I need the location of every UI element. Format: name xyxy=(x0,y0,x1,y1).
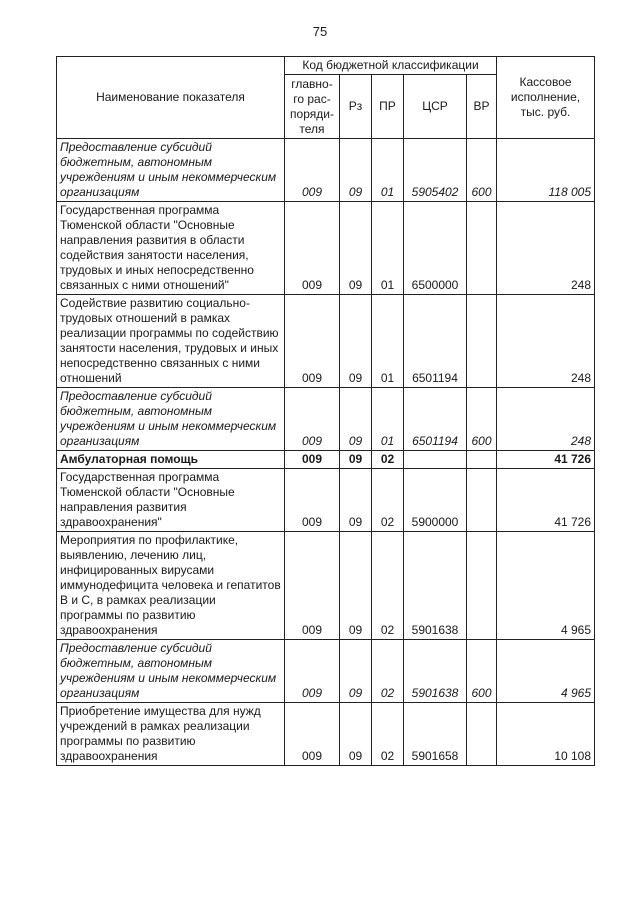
row-rz: 09 xyxy=(340,451,372,469)
row-glav: 009 xyxy=(285,295,340,388)
row-glav: 009 xyxy=(285,202,340,295)
row-csr: 5901638 xyxy=(404,640,467,703)
row-vr xyxy=(467,469,497,532)
row-pr: 01 xyxy=(372,295,404,388)
row-name: Предоставление субсидий бюджетным, автономным учреждениям и иным некоммерческим организациям xyxy=(57,139,285,202)
row-amount: 248 xyxy=(497,202,595,295)
row-vr xyxy=(467,295,497,388)
table-row xyxy=(57,139,595,202)
row-glav: 009 xyxy=(285,139,340,202)
row-csr: 5901658 xyxy=(404,703,467,766)
row-glav: 009 xyxy=(285,532,340,640)
header-amount: Кассовое исполнение, тыс. руб. xyxy=(497,57,595,139)
header-rz: Рз xyxy=(340,75,372,139)
row-csr: 6501194 xyxy=(404,295,467,388)
row-vr xyxy=(467,451,497,469)
row-csr: 5905402 xyxy=(404,139,467,202)
row-rz: 09 xyxy=(340,703,372,766)
row-vr: 600 xyxy=(467,640,497,703)
row-vr xyxy=(467,703,497,766)
row-amount: 41 726 xyxy=(497,469,595,532)
header-pr: ПР xyxy=(372,75,404,139)
row-pr: 01 xyxy=(372,202,404,295)
header-csr: ЦСР xyxy=(404,75,467,139)
table-row xyxy=(57,703,595,766)
row-name: Мероприятия по профилактике, выявлению, лечению лиц, инфицированных вирусами иммунодефицита человека и гепатитов В и С, в рамках реализации программы по развитию здравоохранения xyxy=(57,532,285,640)
row-rz: 09 xyxy=(340,532,372,640)
table-row xyxy=(57,451,595,469)
row-amount: 10 108 xyxy=(497,703,595,766)
table-row xyxy=(57,640,595,703)
row-vr: 600 xyxy=(467,139,497,202)
row-csr: 6501194 xyxy=(404,388,467,451)
row-amount: 41 726 xyxy=(497,451,595,469)
row-pr: 01 xyxy=(372,139,404,202)
row-csr xyxy=(404,451,467,469)
row-vr xyxy=(467,532,497,640)
table-row xyxy=(57,388,595,451)
row-pr: 02 xyxy=(372,703,404,766)
row-vr: 600 xyxy=(467,388,497,451)
table-row xyxy=(57,532,595,640)
row-pr: 02 xyxy=(372,451,404,469)
row-csr: 6500000 xyxy=(404,202,467,295)
row-vr xyxy=(467,202,497,295)
row-amount: 4 965 xyxy=(497,532,595,640)
header-name: Наименование показателя xyxy=(57,57,285,139)
row-name: Предоставление субсидий бюджетным, автономным учреждениям и иным некоммерческим организациям xyxy=(57,388,285,451)
table-row xyxy=(57,469,595,532)
row-glav: 009 xyxy=(285,640,340,703)
row-rz: 09 xyxy=(340,640,372,703)
page-number: 75 xyxy=(312,24,328,39)
row-csr: 5901638 xyxy=(404,532,467,640)
row-pr: 02 xyxy=(372,532,404,640)
row-glav: 009 xyxy=(285,469,340,532)
row-amount: 118 005 xyxy=(497,139,595,202)
row-name: Государственная программа Тюменской области "Основные направления развития здравоохранения" xyxy=(57,469,285,532)
row-amount: 248 xyxy=(497,388,595,451)
header-classification-group: Код бюджетной классификации xyxy=(285,57,497,75)
row-csr: 5900000 xyxy=(404,469,467,532)
row-amount: 4 965 xyxy=(497,640,595,703)
row-rz: 09 xyxy=(340,139,372,202)
row-name: Содействие развитию социально-трудовых отношений в рамках реализации программы по содействию занятости населения, трудовых и иных непосредственно связанных с ними отношений xyxy=(57,295,285,388)
row-pr: 02 xyxy=(372,640,404,703)
row-glav: 009 xyxy=(285,451,340,469)
row-rz: 09 xyxy=(340,469,372,532)
budget-table xyxy=(56,56,595,766)
table-row xyxy=(57,202,595,295)
table-row xyxy=(57,295,595,388)
row-rz: 09 xyxy=(340,295,372,388)
header-vr: ВР xyxy=(467,75,497,139)
row-name: Приобретение имущества для нужд учреждений в рамках реализации программы по развитию здравоохранения xyxy=(57,703,285,766)
row-amount: 248 xyxy=(497,295,595,388)
row-pr: 02 xyxy=(372,469,404,532)
row-name: Предоставление субсидий бюджетным, автономным учреждениям и иным некоммерческим организациям xyxy=(57,640,285,703)
row-rz: 09 xyxy=(340,202,372,295)
row-glav: 009 xyxy=(285,703,340,766)
row-pr: 01 xyxy=(372,388,404,451)
header-glav: главно-го рас-поряди-теля xyxy=(285,75,340,139)
row-rz: 09 xyxy=(340,388,372,451)
row-name: Государственная программа Тюменской области "Основные направления развития в области содействия занятости населения, трудовых и иных непосредственно связанных с ними отношений" xyxy=(57,202,285,295)
row-glav: 009 xyxy=(285,388,340,451)
row-name: Амбулаторная помощь xyxy=(57,451,285,469)
